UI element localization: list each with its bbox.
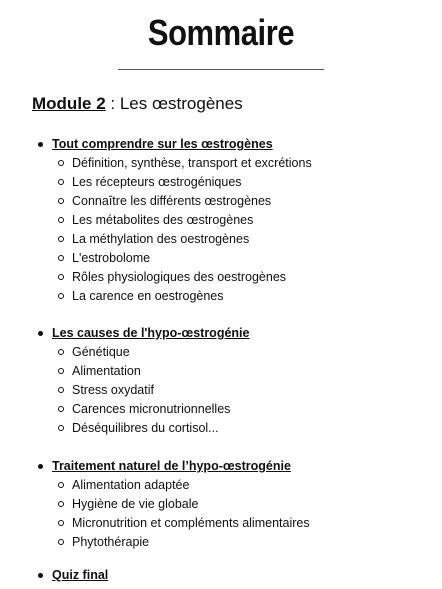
list-item [38,362,249,381]
list-item-text: La méthylation des oestrogènes [72,232,250,246]
list-item-text: Alimentation adaptée [72,478,190,492]
circle-bullet-icon [58,236,64,242]
list-item [38,476,310,495]
title-divider [118,69,324,70]
circle-bullet-icon [58,349,64,355]
circle-bullet-icon [58,293,64,299]
section-heading-text: Traitement naturel de l’hypo-œstrogénie [52,459,291,473]
circle-bullet-icon [58,539,64,545]
list-item-text: Les récepteurs œstrogéniques [72,175,242,189]
circle-bullet-icon [58,520,64,526]
section-heading [38,324,249,343]
list-item [38,381,249,400]
bullet-icon [38,331,43,336]
list-item-text: Génétique [72,345,130,359]
circle-bullet-icon [58,255,64,261]
circle-bullet-icon [58,482,64,488]
section-heading-text: Quiz final [52,568,109,582]
circle-bullet-icon [58,368,64,374]
list-item [38,419,249,438]
list-item [38,154,312,173]
list-item [38,173,312,192]
list-item [38,533,310,552]
list-item-text: Les métabolites des œstrogènes [72,213,254,227]
section-quiz [38,566,108,585]
section-understanding [38,135,312,306]
list-item [38,192,312,211]
section-heading [38,457,310,476]
section-heading [38,135,312,154]
circle-bullet-icon [58,179,64,185]
list-item [38,400,249,419]
list-item [38,514,310,533]
circle-bullet-icon [58,387,64,393]
circle-bullet-icon [58,425,64,431]
list-item [38,211,312,230]
circle-bullet-icon [58,406,64,412]
bullet-icon [38,142,43,147]
list-item [38,249,312,268]
list-item-text: Connaître les différents œstrogènes [72,194,272,208]
list-item [38,495,310,514]
circle-bullet-icon [58,501,64,507]
list-item-text: Hygiène de vie globale [72,497,199,511]
circle-bullet-icon [58,160,64,166]
section-causes [38,324,249,438]
list-item-text: Déséquilibres du cortisol... [72,421,219,435]
list-item [38,230,312,249]
page-title: Sommaire [147,12,295,53]
list-item-text: L'estrobolome [72,251,151,265]
module-label: Module 2 [32,94,106,113]
list-item-text: Rôles physiologiques des oestrogènes [72,270,287,284]
list-item [38,287,312,306]
bullet-icon [38,464,43,469]
list-item-text: Carences micronutrionnelles [72,402,231,416]
list-item-text: Alimentation [72,364,141,378]
circle-bullet-icon [58,217,64,223]
list-item [38,268,312,287]
list-item-text: Stress oxydatif [72,383,154,397]
section-heading-text: Tout comprendre sur les œstrogènes [52,137,273,151]
section-heading [38,566,108,585]
module-subtitle: : Les œstrogènes [105,94,243,113]
list-item [38,343,249,362]
module-heading [32,94,243,114]
section-heading-text: Les causes de l'hypo-œstrogénie [52,326,250,340]
list-item-text: Phytothérapie [72,535,150,549]
list-item-text: Définition, synthèse, transport et excrétions [72,156,312,170]
list-item-text: La carence en oestrogènes [72,289,224,303]
section-treatment [38,457,310,552]
circle-bullet-icon [58,274,64,280]
circle-bullet-icon [58,198,64,204]
list-item-text: Micronutrition et compléments alimentaires [72,516,310,530]
bullet-icon [38,573,43,578]
